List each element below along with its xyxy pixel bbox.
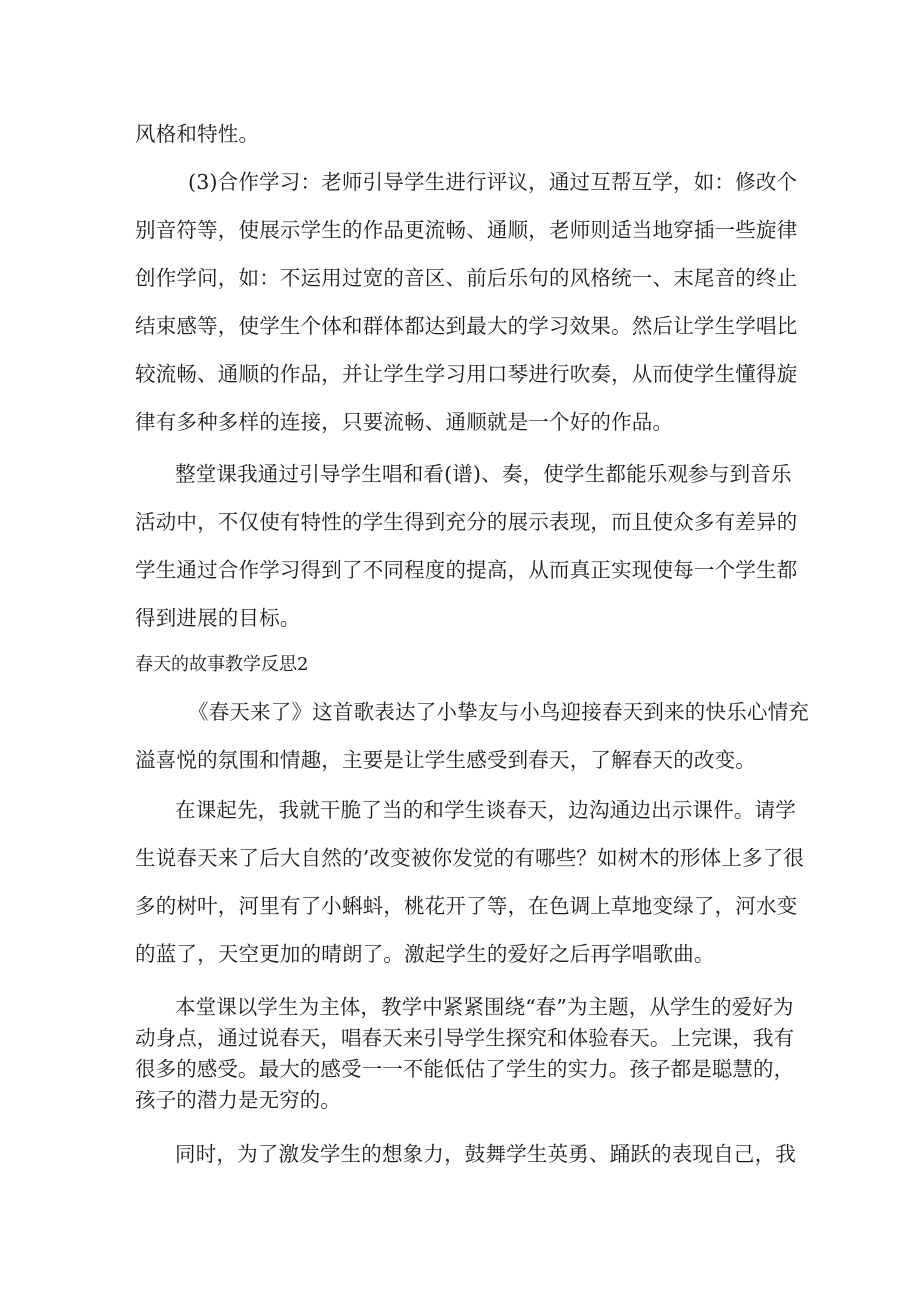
paragraph-line: 在课起先，我就干脆了当的和学生谈春天，边沟通边出示课件。请学 bbox=[175, 798, 796, 822]
paragraph-line: 创作学问，如：不运用过宽的音区、前后乐句的风格统一、末尾音的终止 bbox=[135, 266, 798, 290]
paragraph-line: 溢喜悦的氛围和情趣，主要是让学生感受到春天，了解春天的改变。 bbox=[135, 748, 756, 772]
paragraph-line: 律有多种多样的连接，只要流畅、通顺就是一个好的作品。 bbox=[135, 410, 674, 434]
paragraph-line: 的蓝了，天空更加的晴朗了。激起学生的爱好之后再学唱歌曲。 bbox=[135, 942, 715, 966]
paragraph-line: 很多的感受。最大的感受一一不能低估了学生的实力。孩子都是聪慧的， bbox=[135, 1057, 795, 1081]
paragraph-line: 风格和特性。 bbox=[135, 122, 260, 146]
paragraph-line: (3)合作学习：老师引导学生进行评议，通过互帮互学，如：修改个 bbox=[188, 170, 798, 194]
paragraph-line: 较流畅、通顺的作品，并让学生学习用口琴进行吹奏，从而使学生懂得旋 bbox=[135, 362, 798, 386]
paragraph-line: 多的树叶，河里有了小蝌蚪，桃花开了等，在色调上草地变绿了，河水变 bbox=[135, 894, 798, 918]
paragraph-line: 同时，为了激发学生的想象力，鼓舞学生英勇、踊跃的表现自己，我 bbox=[175, 1142, 796, 1166]
paragraph-line: 得到进展的目标。 bbox=[135, 606, 301, 630]
paragraph-line: 结束感等，使学生个体和群体都达到最大的学习效果。然后让学生学唱比 bbox=[135, 314, 798, 338]
paragraph-line: 整堂课我通过引导学生唱和看(谱)、奏，使学生都能乐观参与到音乐 bbox=[175, 462, 792, 486]
section-heading: 春天的故事教学反思2 bbox=[135, 654, 309, 675]
paragraph-line: 《春天来了》这首歌表达了小挚友与小鸟迎接春天到来的快乐心情充 bbox=[188, 700, 809, 724]
paragraph-line: 活动中，不仅使有特性的学生得到充分的展示表现，而且使众多有差异的 bbox=[135, 510, 798, 534]
paragraph-line: 本堂课以学生为主体，教学中紧紧围绕“春”为主题，从学生的爱好为 bbox=[175, 995, 794, 1019]
paragraph-line: 生说春天来了后大自然的’改变被你发觉的有哪些？如树木的形体上多了很 bbox=[135, 846, 805, 870]
paragraph-line: 别音符等，使展示学生的作品更流畅、通顺，老师则适当地穿插一些旋律 bbox=[135, 218, 798, 242]
paragraph-line: 动身点，通过说春天，唱春天来引导学生探究和体验春天。上完课，我有 bbox=[135, 1026, 795, 1050]
paragraph-line: 学生通过合作学习得到了不同程度的提高，从而真正实现使每一个学生都 bbox=[135, 558, 798, 582]
paragraph-line: 孩子的潜力是无穷的。 bbox=[135, 1088, 341, 1112]
